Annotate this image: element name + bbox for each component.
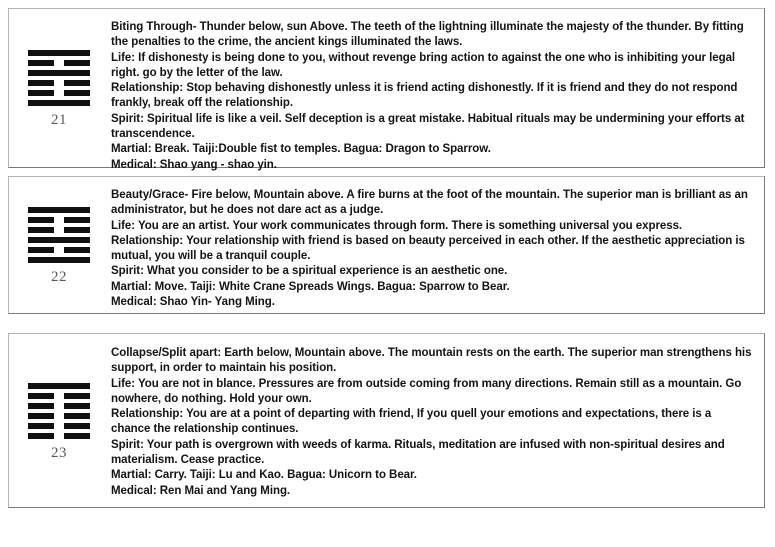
hexagram-glyph-column	[9, 381, 109, 461]
hexagram-line-4	[28, 80, 90, 86]
hexagram-line-2	[28, 393, 90, 399]
hexagram-panel	[8, 333, 765, 508]
hexagram-text-column	[109, 9, 764, 181]
hexagram-glyph-column	[9, 205, 109, 285]
hexagram-spirit-text: Spirit: Your path is overgrown with weeds of karma. Rituals, meditation are infused with non-spiritual desires and materialism. Cease practice.	[111, 438, 725, 467]
hexagram-number: 22	[51, 269, 67, 285]
hexagram-description: Collapse/Split apart: Earth below, Mountain above. The mountain rests on the earth. The superior man strengthens his support, in order to maintain his position.	[111, 347, 752, 375]
hexagram-line-2	[28, 60, 90, 66]
hexagram-line-1	[28, 207, 90, 213]
hexagram-symbol-22	[28, 207, 90, 263]
hexagram-martial-text: Martial: Break. Taiji:Double fist to temples. Bagua: Dragon to Sparrow.	[111, 143, 491, 156]
hexagram-line-6	[28, 100, 90, 106]
hexagram-number: 21	[51, 112, 67, 128]
hexagram-panel	[8, 8, 765, 171]
hexagram-spirit-text: Spirit: Spiritual life is like a veil. Self deception is a great mistake. Habitual rituals may be undermining your efforts at transcendence.	[111, 112, 745, 141]
hexagram-line-5	[28, 90, 90, 96]
hexagram-martial-text: Martial: Move. Taiji: White Crane Spreads Wings. Bagua: Sparrow to Bear.	[111, 280, 510, 293]
hexagram-relationship-text: Relationship: Your relationship with friend is based on beauty perceived in each other. If the aesthetic appreciation is mutual, you will be a tranquil couple.	[111, 234, 745, 263]
hexagram-relationship-text: Relationship: Stop behaving dishonestly unless it is friend acting dishonestly. If it is friend and they do not respond frankly, break off the relationship.	[111, 82, 738, 110]
hexagram-medical-text: Medical: Ren Mai and Yang Ming.	[111, 484, 291, 497]
hexagram-glyph-column	[9, 48, 109, 128]
hexagram-life-text: Life: You are an artist. Your work communicates through form. There is something universal you express.	[111, 219, 683, 232]
hexagram-description: Beauty/Grace- Fire below, Mountain above. A fire burns at the foot of the mountain. The superior man is brilliant as an administrator, but he does not dare act as a judge.	[111, 189, 748, 217]
hexagram-spirit-text: Spirit: What you consider to be a spiritual experience is an aesthetic one.	[111, 265, 508, 278]
hexagram-line-1	[28, 50, 90, 56]
hexagram-symbol-23	[28, 383, 90, 439]
hexagram-text-column	[109, 334, 764, 507]
hexagram-life-text: Life: If dishonesty is being done to you, without revenge bring action to against the one who is inhibiting your legal right. go by the letter of the law.	[111, 51, 736, 79]
hexagram-line-3	[28, 227, 90, 233]
hexagram-line-3	[28, 403, 90, 409]
hexagram-life-text: Life: You are not in blance. Pressures are from outside coming from many directions. Remain still as a mountain. Go nowhere, do nothing. Hold your own.	[111, 377, 742, 405]
hexagram-description: Biting Through- Thunder below, sun Above. The teeth of the lightning illuminate the majesty of the thunder. By fitting the penalties to the crime, the ancient kings illuminated the laws.	[111, 21, 744, 49]
hexagram-line-6	[28, 433, 90, 439]
hexagram-panel	[8, 176, 765, 314]
hexagram-line-4	[28, 237, 90, 243]
hexagram-line-2	[28, 217, 90, 223]
hexagram-line-5	[28, 247, 90, 253]
hexagram-line-5	[28, 423, 90, 429]
hexagram-line-6	[28, 257, 90, 263]
hexagram-martial-text: Martial: Carry. Taiji: Lu and Kao. Bagua: Unicorn to Bear.	[111, 469, 417, 482]
hexagram-medical-text: Medical: Shao yang - shao yin.	[111, 158, 277, 171]
hexagram-number: 23	[51, 444, 67, 461]
hexagram-medical-text: Medical: Shao Yin- Yang Ming.	[111, 296, 275, 309]
hexagram-line-3	[28, 70, 90, 76]
hexagram-symbol-21	[28, 50, 90, 106]
hexagram-text-column	[109, 177, 764, 318]
hexagram-line-1	[28, 383, 90, 389]
hexagram-line-4	[28, 413, 90, 419]
hexagram-relationship-text: Relationship: You are at a point of departing with friend, If you quell your emotions and expectations, there is a chance the relationship continues.	[111, 408, 712, 436]
